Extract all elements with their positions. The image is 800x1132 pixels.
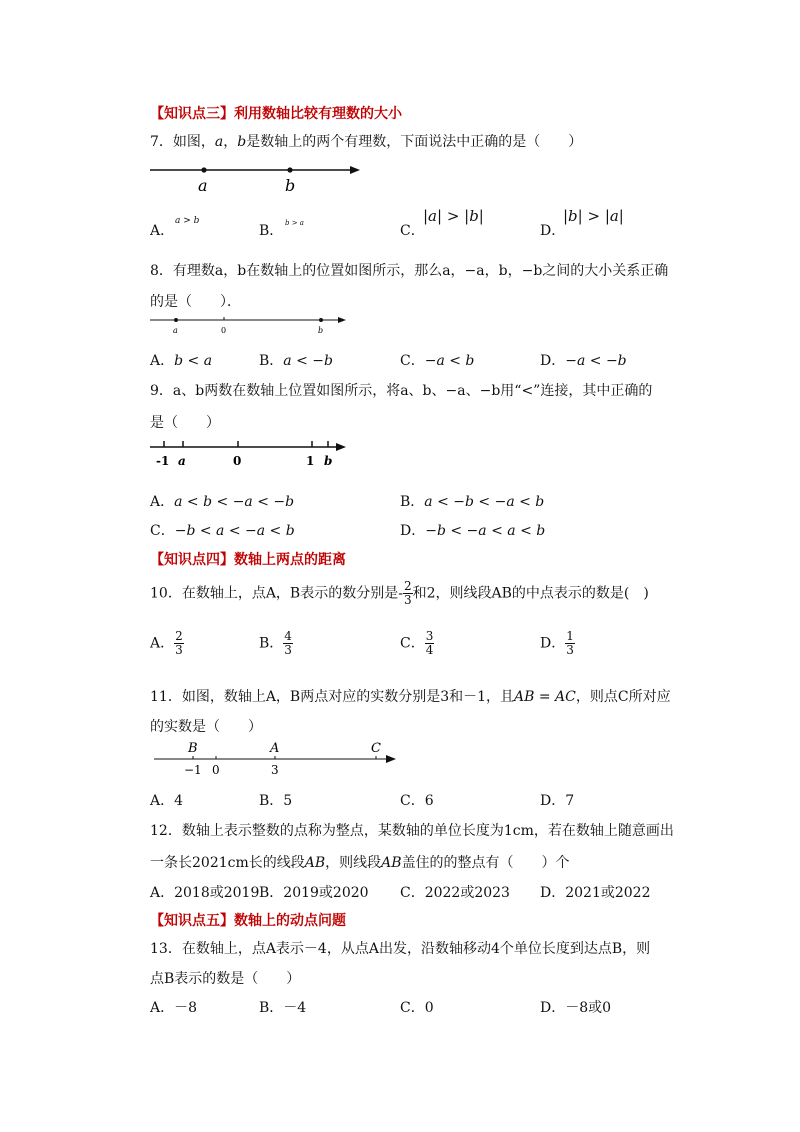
q10-frac-den: 3 xyxy=(403,593,412,607)
q12-text-line2-mid2: ，则线段 xyxy=(325,855,382,871)
q12-segment-2: AB xyxy=(381,855,402,871)
q7-option-c-label: C． xyxy=(400,223,425,239)
q8-option-b[interactable] xyxy=(259,350,333,370)
q7-axis-label-a: a xyxy=(198,176,208,195)
q12-segment-1: AB xyxy=(304,855,326,871)
q9-option-b-text: a < −b < −a < b xyxy=(424,494,545,510)
arrow-icon xyxy=(338,317,346,323)
q7-number: 7．如图， xyxy=(150,134,215,150)
q9-number-line xyxy=(148,438,353,472)
q11-option-b[interactable] xyxy=(259,790,292,810)
q7-text: 是数轴上的两个有理数，下面说法中正确的是（ ） xyxy=(246,134,583,150)
arrow-icon xyxy=(350,166,360,174)
q8-option-c[interactable] xyxy=(400,350,474,370)
q12-option-c[interactable]: C．2022或2023 xyxy=(400,885,510,901)
q8-axis-label-b: b xyxy=(318,326,324,335)
q10-option-c-label: C． xyxy=(400,635,425,652)
question-12-line-1 xyxy=(150,820,674,840)
q11-option-d-label: D． xyxy=(540,793,566,809)
q10-fraction xyxy=(403,580,413,607)
q11-axis-label-A: A xyxy=(270,741,280,756)
q11-option-b-text: 5 xyxy=(283,793,293,809)
arrow-icon xyxy=(386,755,396,763)
q9-option-d[interactable] xyxy=(400,520,545,540)
question-9-line-1: 9．a、b两数在数轴上位置如图所示，将a、b、−a、−b用“<”连接，其中正确的 xyxy=(150,383,653,399)
question-9-line-2: 是（ ） xyxy=(150,415,220,431)
q10-option-d-num: 1 xyxy=(566,629,574,643)
q8-axis-label-a: a xyxy=(173,326,178,335)
section-title-3: 【知识点三】利用数轴比较有理数的大小 xyxy=(150,106,402,122)
q10-option-d-frac xyxy=(565,630,575,657)
q7-option-b-label: B． xyxy=(259,223,284,239)
q11-equation: AB = AC xyxy=(514,689,576,705)
question-11-line-1 xyxy=(150,686,671,706)
q10-option-b-den: 3 xyxy=(284,643,292,657)
q8-option-d[interactable] xyxy=(540,350,627,370)
q12-length: 2021cm xyxy=(192,855,249,871)
q7-option-a-text: a > b xyxy=(175,216,200,226)
question-12-line-2 xyxy=(150,852,570,872)
q11-text-post: ，则点C所对应 xyxy=(575,689,671,705)
q10-option-a-label: A． xyxy=(150,635,175,652)
q8-option-d-label: D． xyxy=(540,353,566,369)
q8-option-a-text: b < a xyxy=(174,353,213,369)
q12-unit: 1cm xyxy=(503,823,534,839)
q7-option-d-text: |b| > |a| xyxy=(563,207,624,225)
q9-option-d-label: D． xyxy=(400,523,426,539)
q12-text-pre: 12．数轴上表示整数的点称为整点，某数轴的单位长度为 xyxy=(150,823,504,839)
q11-option-c[interactable] xyxy=(400,790,434,810)
q11-text-pre: 11．如图，数轴上A，B两点对应的实数分别是3和－1，且 xyxy=(150,689,515,705)
q11-option-c-text: 6 xyxy=(424,793,434,809)
q10-option-c-num: 3 xyxy=(425,629,434,643)
q10-option-d-label: D． xyxy=(540,635,566,652)
q8-option-a-label: A． xyxy=(150,353,175,369)
q9-option-a-label: A． xyxy=(150,494,175,510)
q7-option-d[interactable] xyxy=(540,220,565,240)
q7-option-c[interactable] xyxy=(400,220,425,240)
q11-axis-label-0: 0 xyxy=(212,763,220,777)
q10-option-d[interactable] xyxy=(540,630,575,657)
section-title-5: 【知识点五】数轴上的动点问题 xyxy=(150,913,346,929)
question-8-line-2: 的是（ ）． xyxy=(150,294,241,310)
q10-option-b-num: 4 xyxy=(284,629,292,643)
q10-option-b-label: B． xyxy=(259,635,284,652)
q7-number-line xyxy=(148,158,368,198)
question-13-line-1: 13．在数轴上，点A表示－4，从点A出发，沿数轴移动4个单位长度到达点B，则 xyxy=(150,941,651,957)
q9-option-c-label: C． xyxy=(150,523,175,539)
q10-option-b-frac xyxy=(283,630,293,657)
q8-option-c-label: C． xyxy=(400,353,425,369)
q8-option-a[interactable] xyxy=(150,350,212,370)
q12-option-a[interactable]: A．2018或2019 xyxy=(150,885,260,901)
q11-option-d[interactable] xyxy=(540,790,574,810)
q10-text-pre: 10．在数轴上，点A，B表示的数分别是 xyxy=(150,585,399,602)
q8-option-b-text: a < −b xyxy=(283,353,333,369)
q10-option-c-frac xyxy=(425,630,435,657)
q9-axis-label-a: a xyxy=(178,454,186,468)
q7-option-d-label: D． xyxy=(540,223,566,239)
q10-frac-num: 2 xyxy=(403,579,412,593)
q9-option-a[interactable] xyxy=(150,491,294,511)
q12-text-line2-post: 盖住的的整点有（ ）个 xyxy=(401,855,570,871)
q12-option-b[interactable]: B．2019或2020 xyxy=(259,885,369,901)
q7-point-a xyxy=(201,167,206,172)
q11-axis-label-B: B xyxy=(188,741,198,756)
arrow-icon xyxy=(336,443,346,451)
q11-option-a[interactable] xyxy=(150,790,183,810)
q7-option-c-text: |a| > |b| xyxy=(423,207,484,225)
q11-option-a-text: 4 xyxy=(174,793,184,809)
q8-option-c-text: −a < b xyxy=(424,353,475,369)
q10-option-a-frac xyxy=(174,630,184,657)
q11-option-a-label: A． xyxy=(150,793,175,809)
q10-option-c[interactable] xyxy=(400,630,434,657)
q12-text-post: ，若在数轴上随意画出 xyxy=(533,823,674,839)
q7-var-a: a xyxy=(214,134,224,150)
section-title-4: 【知识点四】数轴上两点的距离 xyxy=(150,552,346,568)
q11-option-b-label: B． xyxy=(259,793,284,809)
q11-option-c-label: C． xyxy=(400,793,425,809)
q10-option-d-den: 3 xyxy=(566,643,574,657)
q9-axis-label-1: 1 xyxy=(306,454,315,468)
q7-axis-label-b: b xyxy=(285,176,296,195)
q13-option-d[interactable]: D．－8或0 xyxy=(540,1000,612,1016)
q9-axis-label-0: 0 xyxy=(233,454,242,468)
q9-option-c-text: −b < a < −a < b xyxy=(174,523,295,539)
q12-option-d[interactable]: D．2021或2022 xyxy=(540,885,651,901)
q7-option-b-text: b > a xyxy=(285,219,304,227)
q7-point-b xyxy=(287,167,292,172)
q10-minus: - xyxy=(398,585,403,602)
q9-option-b-label: B． xyxy=(400,494,425,510)
q10-option-b[interactable] xyxy=(259,630,293,657)
q13-option-b[interactable]: B．－4 xyxy=(259,1000,307,1016)
question-11-line-2: 的实数是（ ） xyxy=(150,719,262,735)
q11-axis-label-3: 3 xyxy=(271,763,279,777)
q8-option-d-text: −a < −b xyxy=(565,353,627,369)
q9-option-b[interactable] xyxy=(400,491,544,511)
q12-text-line2-pre: 一条长 xyxy=(150,855,192,871)
q13-option-a[interactable]: A．－8 xyxy=(150,1000,198,1016)
q11-option-d-text: 7 xyxy=(565,793,575,809)
q8-axis-label-0: 0 xyxy=(221,326,227,335)
q7-option-a[interactable] xyxy=(150,220,174,240)
q11-number-line xyxy=(150,738,400,778)
q10-option-a-num: 2 xyxy=(175,629,183,643)
question-8-line-1: 8．有理数a，b在数轴上的位置如图所示，那么a，−a，b，−b之间的大小关系正确 xyxy=(150,263,669,279)
q7-sep: ， xyxy=(223,134,238,150)
q9-axis-label-b: b xyxy=(324,454,333,468)
q7-var-b: b xyxy=(237,134,247,150)
q8-option-b-label: B． xyxy=(259,353,284,369)
q11-axis-label-neg1: −1 xyxy=(184,763,202,777)
q10-text-post: 和2，则线段AB的中点表示的数是( ) xyxy=(412,585,649,602)
q10-option-a-den: 3 xyxy=(175,643,183,657)
q12-text-line2-mid: 长的线段 xyxy=(248,855,305,871)
q8-number-line xyxy=(148,313,353,337)
q9-option-c[interactable] xyxy=(150,520,295,540)
q9-option-a-text: a < b < −a < −b xyxy=(174,494,295,510)
q10-option-a[interactable] xyxy=(150,630,184,657)
q7-option-b[interactable] xyxy=(259,220,283,240)
q7-option-a-label: A． xyxy=(150,223,175,239)
q9-axis-label-neg1: -1 xyxy=(156,454,170,468)
question-10 xyxy=(150,580,649,607)
q10-option-c-den: 4 xyxy=(425,643,434,657)
question-13-line-2: 点B表示的数是（ ） xyxy=(150,971,301,987)
q9-option-d-text: −b < −a < a < b xyxy=(425,523,546,539)
q11-axis-label-C: C xyxy=(371,741,381,756)
q13-option-c[interactable]: C．0 xyxy=(400,1000,434,1016)
question-7 xyxy=(150,131,582,151)
